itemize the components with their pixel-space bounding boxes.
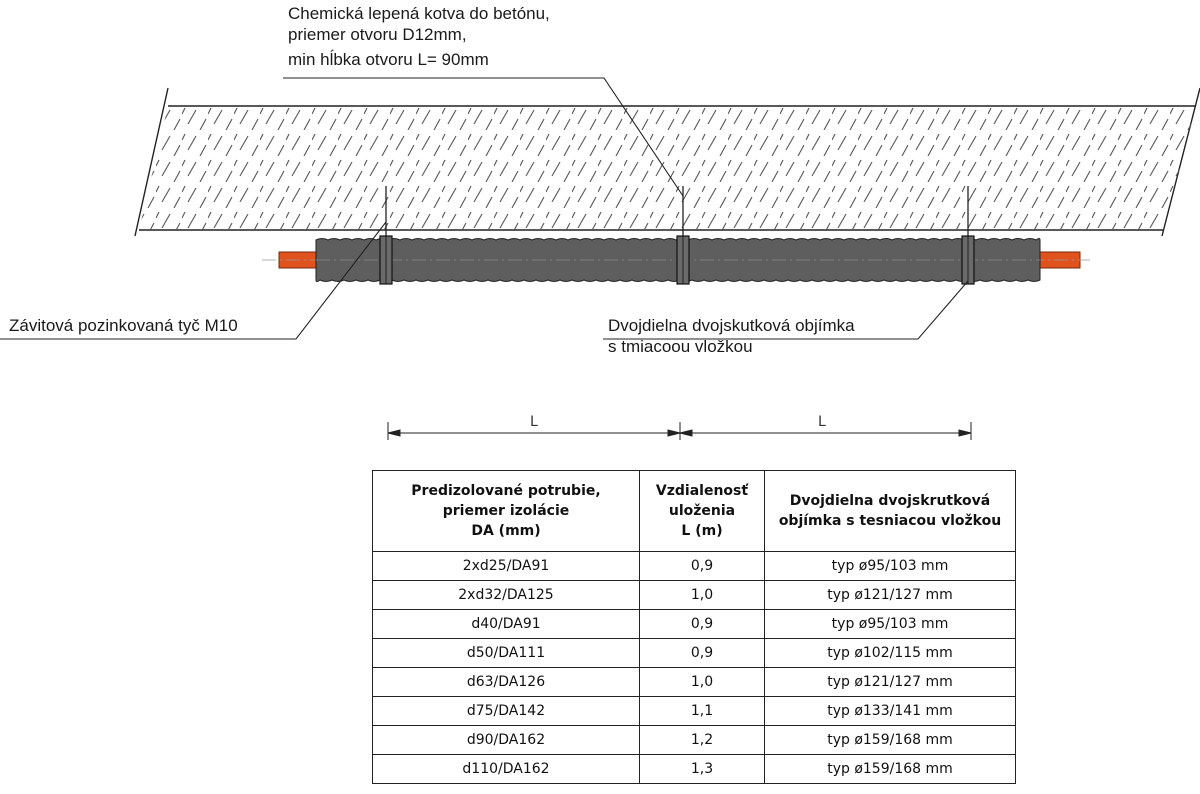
anchor-callout-line: priemer otvoru D12mm, bbox=[288, 25, 467, 44]
cell-clamp: typ ø95/103 mm bbox=[765, 552, 1016, 581]
cell-clamp: typ ø95/103 mm bbox=[765, 610, 1016, 639]
header-line: priemer izolácie bbox=[442, 503, 570, 519]
cell-clamp: typ ø121/127 mm bbox=[765, 581, 1016, 610]
header-line: Predizolované potrubie, bbox=[411, 483, 601, 499]
dim-label-left: L bbox=[530, 414, 538, 430]
cell-pipe: d90/DA162 bbox=[373, 726, 640, 755]
anchor-callout-line: min hĺbka otvoru L= 90mm bbox=[288, 50, 489, 69]
header-line: L (m) bbox=[681, 523, 723, 539]
cell-spacing: 1,0 bbox=[640, 581, 765, 610]
header-clamp bbox=[765, 471, 1016, 552]
anchor-callout bbox=[288, 3, 550, 70]
cell-pipe: d40/DA91 bbox=[373, 610, 640, 639]
cell-spacing: 1,0 bbox=[640, 668, 765, 697]
cell-clamp: typ ø159/168 mm bbox=[765, 755, 1016, 784]
support-spacing-table bbox=[372, 470, 1016, 784]
rod-callout: Závitová pozinkovaná tyč M10 bbox=[9, 316, 238, 335]
cell-spacing: 1,1 bbox=[640, 697, 765, 726]
dim-arrow bbox=[959, 430, 971, 436]
table-row bbox=[373, 755, 1016, 784]
cell-pipe: d110/DA162 bbox=[373, 755, 640, 784]
header-pipe bbox=[373, 471, 640, 552]
table-header-row bbox=[373, 471, 1016, 552]
table-row bbox=[373, 610, 1016, 639]
cell-spacing: 1,2 bbox=[640, 726, 765, 755]
dim-label-right: L bbox=[818, 414, 826, 430]
table-row bbox=[373, 697, 1016, 726]
table-row bbox=[373, 726, 1016, 755]
dimension-line bbox=[388, 422, 971, 440]
concrete-ceiling bbox=[130, 88, 1200, 240]
cell-pipe: 2xd25/DA91 bbox=[373, 552, 640, 581]
cell-spacing: 0,9 bbox=[640, 552, 765, 581]
dim-arrow bbox=[668, 430, 680, 436]
table-row bbox=[373, 552, 1016, 581]
cell-pipe: d50/DA111 bbox=[373, 639, 640, 668]
cell-pipe: d63/DA126 bbox=[373, 668, 640, 697]
clamp-callout-line: s tmiacoou vložkou bbox=[608, 337, 753, 356]
cell-clamp: typ ø121/127 mm bbox=[765, 668, 1016, 697]
clamp-callout bbox=[608, 315, 855, 357]
cell-spacing: 0,9 bbox=[640, 610, 765, 639]
cell-clamp: typ ø159/168 mm bbox=[765, 726, 1016, 755]
dim-arrow bbox=[388, 430, 400, 436]
table-row bbox=[373, 581, 1016, 610]
header-line: DA (mm) bbox=[471, 523, 541, 539]
cell-spacing: 0,9 bbox=[640, 639, 765, 668]
cell-pipe: 2xd32/DA125 bbox=[373, 581, 640, 610]
header-line: Vzdialenosť bbox=[655, 483, 749, 499]
header-line: uloženia bbox=[668, 503, 736, 519]
header-line: Dvojdielna dvojskrutková bbox=[789, 493, 991, 509]
table-row bbox=[373, 668, 1016, 697]
cell-spacing: 1,3 bbox=[640, 755, 765, 784]
clamp-callout-line: Dvojdielna dvojskutková objímka bbox=[608, 316, 855, 335]
cell-clamp: typ ø102/115 mm bbox=[765, 639, 1016, 668]
table-row bbox=[373, 639, 1016, 668]
cell-pipe: d75/DA142 bbox=[373, 697, 640, 726]
dim-arrow bbox=[680, 430, 692, 436]
table-body bbox=[373, 552, 1016, 784]
header-line: objímka s tesniacou vložkou bbox=[778, 513, 1002, 529]
header-spacing bbox=[640, 471, 765, 552]
anchor-callout-line: Chemická lepená kotva do betónu, bbox=[288, 4, 550, 23]
cell-clamp: typ ø133/141 mm bbox=[765, 697, 1016, 726]
